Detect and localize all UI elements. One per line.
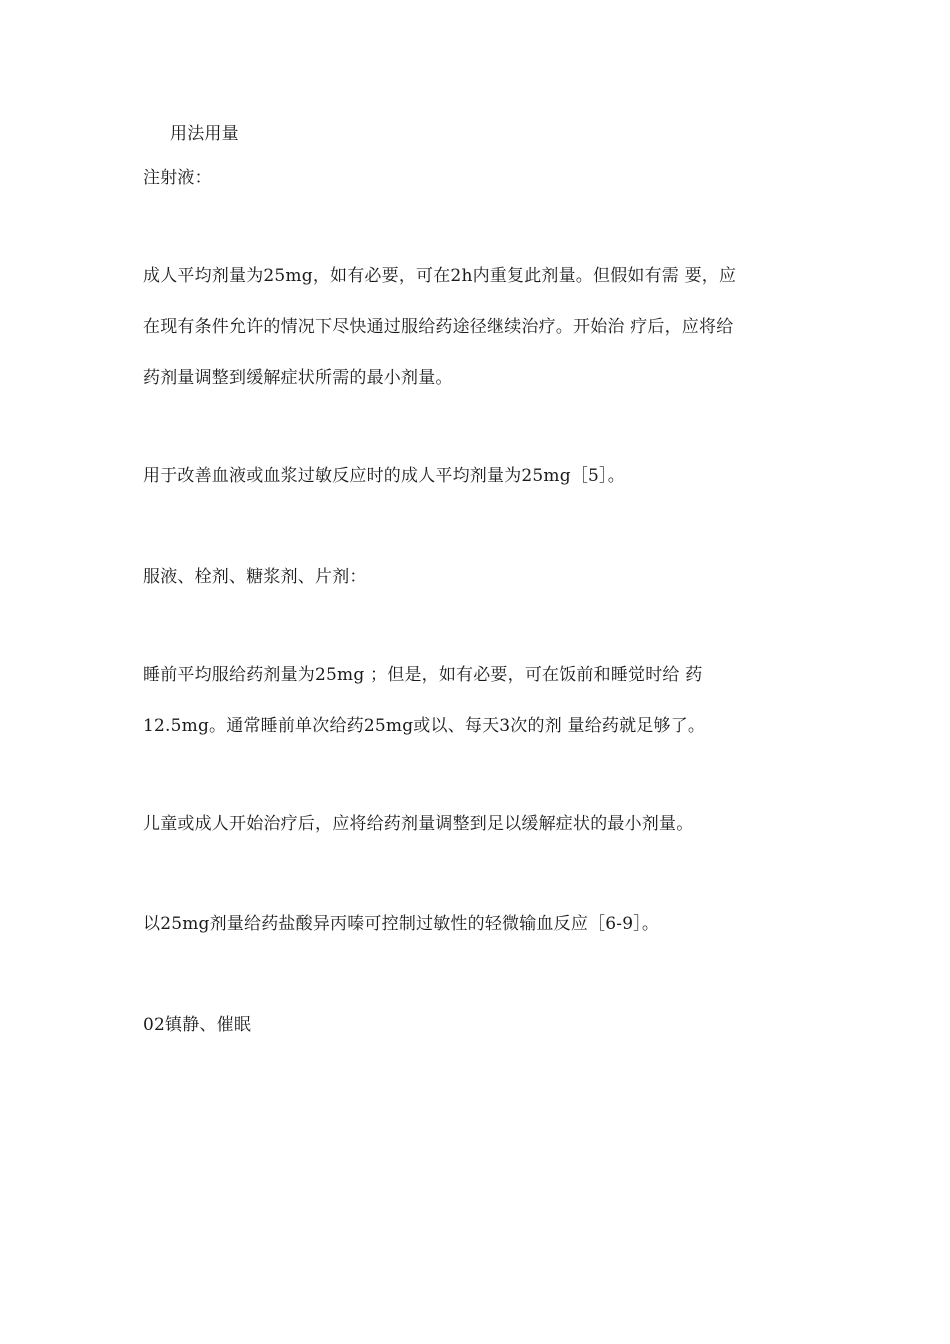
paragraph-line: 12.5mg。通常睡前单次给药25mg或以、每天3次的剂 量给药就足够了。 xyxy=(143,716,706,736)
paragraph-line: 以25mg剂量给药盐酸异丙嗪可控制过敏性的轻微输血反应［6-9］。 xyxy=(143,914,660,934)
paragraph-line: 儿童或成人开始治疗后，应将给药剂量调整到足以缓解症状的最小剂量。 xyxy=(143,814,694,834)
section-heading: 用法用量 xyxy=(170,124,239,144)
section-title: 02镇静、催眠 xyxy=(143,1015,252,1035)
paragraph-line: 药剂量调整到缓解症状所需的最小剂量。 xyxy=(143,368,453,388)
paragraph-line: 用于改善血液或血浆过敏反应时的成人平均剂量为25mg［5］。 xyxy=(143,466,625,486)
paragraph-line: 睡前平均服给药剂量为25mg ；但是，如有必要，可在饭前和睡觉时给 药 xyxy=(143,665,703,685)
paragraph-line: 在现有条件允许的情况下尽快通过服给药途径继续治疗。开始治 疗后，应将给 xyxy=(143,317,734,337)
injection-label: 注射液： xyxy=(143,168,212,188)
oral-forms-label: 服液、栓剂、糖浆剂、片剂： xyxy=(143,567,367,587)
paragraph-line: 成人平均剂量为25mg，如有必要，可在2h内重复此剂量。但假如有需 要，应 xyxy=(143,266,737,286)
